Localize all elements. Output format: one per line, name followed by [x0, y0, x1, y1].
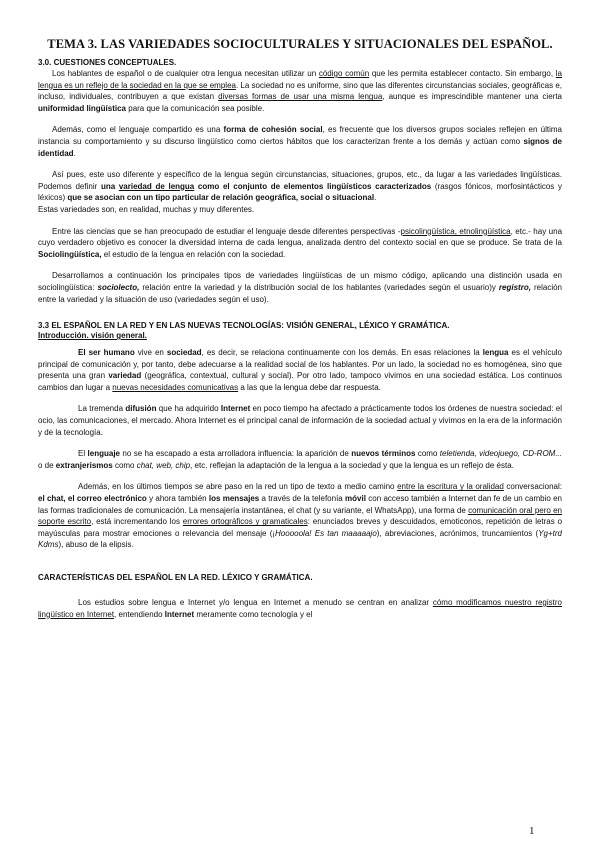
paragraph: Además, como el lenguaje compartido es una forma de cohesión social, es frecuente que los diversos grupos sociales reflejen en última instancia su comportamiento y su discurso lingüístico como ciertos hábitos que los caracterizan frente a los demás y actúan como signos de identidad. [38, 125, 562, 158]
paragraph: Entre las ciencias que se han preocupado de estudiar el lenguaje desde diferentes perspectivas -psicolingüística, etnolingüística, etc.- hay una cuyo verdadero objetivo es conocer la diversidad interna de cada lengua, analizada dentro del contexto social en que se produce. Se trata de la Sociolingüística, el estudio de la lengua en relación con la sociedad. [38, 226, 563, 259]
paragraph: Los estudios sobre lengua e Internet y/o lengua en Internet a menudo se centran en analizar cómo modificamos nuestro registro lingüístico en Internet, entendiendo Internet meramente como tecnología y el [38, 598, 562, 619]
paragraph: Desarrollamos a continuación los principales tipos de variedades lingüísticas de un mismo código, aplicando una distinción usada en sociolingüística: sociolecto, relación entre la variedad y la distribución social de los hablantes (variedades según el usuario)y registro, relación entre la variedad y la situación de uso (variedades según el uso). [38, 271, 562, 304]
section-subheading: Introducción. visión general. [38, 331, 147, 341]
paragraph: Así pues, este uso diferente y específico de la lengua según circunstancias, situaciones, grupos, etc., da lugar a las variedades lingüísticas. Podemos definir una variedad de lengua como el conjunto de elementos lingüísticos caracterizados (rasgos fónicos, morfosintácticos y léxicos) que se asocian con un tipo particular de relación geográfica, social o situacional. [38, 170, 562, 203]
paragraph-line: Estas variedades son, en realidad, muchas y muy diferentes. [38, 204, 255, 214]
paragraph: La tremenda difusión que ha adquirido Internet en poco tiempo ha afectado a prácticamente todos los órdenes de nuestra sociedad: el ocio, las comunicaciones, el mercado. Ahora Internet es el principal canal de información de la sociedad actual y vivimos en la era de la información y de la tecnología. [38, 404, 563, 437]
paragraph: Los hablantes de español o de cualquier otra lengua necesitan utilizar un código común que les permita establecer contacto. Sin embargo, la lengua es un reflejo de la sociedad en la que se emplea. La sociedad no es uniforme, sino que las diferentes circunstancias sociales, geográficas e, incluso, individuales, contribuyen a que existan diversas formas de usar una misma lengua, aunque es imprescindible mantener una cierta uniformidad lingüística para que la comunicación sea posible. [38, 69, 563, 113]
paragraph: El ser humano vive en sociedad, es decir, se relaciona continuamente con los demás. En esas relaciones la lengua es el vehículo principal de comunicación y, por tanto, debe adecuarse a la realidad social de los hablantes. Por un lado, la sociedad no es homogénea, sino que presenta una gran variedad (geográfica, contextual, cultural y social). Por otro lado, tampoco vivimos en una sociedad estática. Los continuos cambios dan lugar a nuevas necesidades comunicativas a las que la lengua debe dar respuesta. [38, 348, 563, 392]
section-heading-conceptual: 3.0. CUESTIONES CONCEPTUALES. [38, 58, 177, 67]
paragraph: El lenguaje no se ha escapado a esta arrolladora influencia: la aparición de nuevos términos como teletienda, videojuego, CD-ROM... o de extranjerismos como chat, web, chip, etc. reflejan la adaptación de la lengua a la sociedad y que la lengua es un reflejo de ésta. [38, 449, 562, 470]
paragraph: Además, en los últimos tiempos se abre paso en la red un tipo de texto a medio camino entre la escritura y la oralidad conversacional: el chat, el correo electrónico y ahora también los mensajes a través de la telefonía móvil con acceso también a Internet dan fe de un cambio en las formas tradicionales de comunicación. La mensajería instantánea, el chat (y su variante, el WhatsApp), una forma de comunicación oral pero en soporte escrito, está incrementando los errores ortográficos y gramaticales: enunciados breves y descuidados, emoticonos, repetición de letras o mayúsculas para mostrar emociones o relevancia del mensaje (¡Hooooola! Es tan maaaaajo), abreviaciones, acrónimos, truncamientos (Yg+trd Kdms), abuso de la elipsis. [38, 482, 563, 550]
document-title: TEMA 3. LAS VARIEDADES SOCIOCULTURALES Y SITUACIONALES DEL ESPAÑOL. [47, 37, 553, 51]
section-heading-internet: 3.3 EL ESPAÑOL EN LA RED Y EN LAS NUEVAS TECNOLOGÍAS: VISIÓN GENERAL, LÉXICO Y GRAMÁTICA. [38, 321, 450, 331]
document-page [38, 36, 562, 620]
page-number: 1 [529, 825, 535, 837]
section-heading-characteristics: CARACTERÍSTICAS DEL ESPAÑOL EN LA RED. LÉXICO Y GRAMÁTICA. [38, 573, 313, 582]
